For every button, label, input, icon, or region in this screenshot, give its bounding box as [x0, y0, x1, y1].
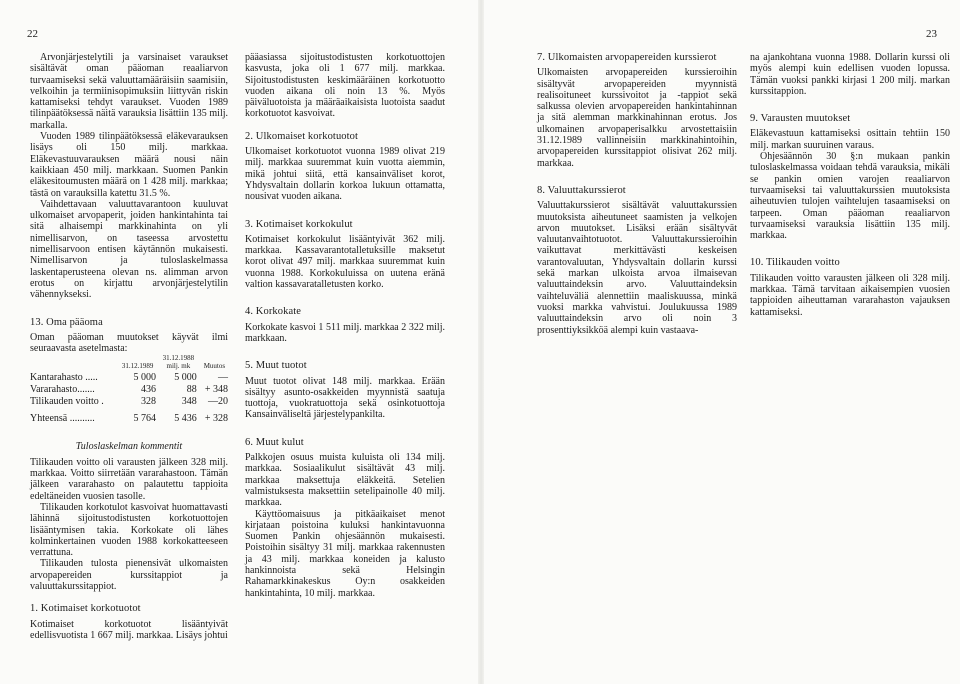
paragraph: Kotimaiset korkotuotot lisääntyivät edellisvuotista 1 667 milj. markkaa. Lisäys johtui [30, 618, 228, 641]
table-row: Vararahasto....... 436 88 + 348 [30, 384, 228, 396]
paragraph: Palkkojen osuus muista kuluista oli 134 milj. markkaa. Sosiaalikulut sisältävät 43 milj. markkaa maksettuja eläkkeitä. Setelien valmistuksesta maksettiin setelipainolle 40 milj. markkaa. [245, 452, 445, 509]
book-gutter [478, 0, 484, 684]
table-header: 31.12.1989 [121, 362, 154, 371]
paragraph: Ulkomaisten arvopapereiden kurssieroihin sisältyvät arvopapereiden myynnistä realisoituneet kurssivoitot ja -tappiot sekä salkussa olevien arvopapereiden hankintahinnan ja sitä alemman markkinahinnan erotus. Jos ulkomainen arvopaperisalkku arvostettaisiin 31.12.1989 vallinneisiin markkinahintoihin, arvopapereiden kurssitappiot olisivat 262 milj. markkaa. [537, 67, 737, 169]
paragraph: Vaihdettavaan valuuttavarantoon kuuluvat ulkomaiset arvopaperit, joiden hankintahinta tai sitä alhaisempi markkinahinta on yli nimellisarvon, on taseessa arvostettu nimellisarvoon entisen käytännön mukaisesti. Nimellisarvon ja tuloslaskelmassa laskentaperusteena olevan ns. alimman arvon erotus on kirjattu arvonjärjestelytilin vähennykseksi. [30, 198, 228, 301]
section-heading-9: 9. Varausten muutokset [750, 113, 851, 125]
paragraph: na ajankohtana vuonna 1988. Dollarin kurssi oli myös alempi kuin edellisen vuoden lopussa. Tämän vuoksi pankki kirjasi 1 200 milj. markan kurssitappion. [750, 52, 950, 97]
section-heading-6: 6. Muut kulut [245, 436, 304, 448]
section-heading-10: 10. Tilikauden voitto [750, 257, 840, 269]
paragraph: Ohjesäännön 30 §:n mukaan pankin tuloslaskelmassa voidaan tehdä varauksia, mikäli se pankin omien varojen reaaliarvon turvaamiseksi tai valuuttakurssien muutoksista aiheutuvien tulojen vaihtelujen tasaamiseksi on tarpeen. Oman pääoman reaaliarvon turvaamiseksi varauksia lisättiin 135 milj. markkaa. [750, 151, 950, 242]
table-row: Kantarahasto ..... 5 000 5 000 — [30, 372, 228, 384]
section-heading-13: 13. Oma pääoma [30, 316, 103, 328]
section-heading-3: 3. Kotimaiset korkokulut [245, 218, 353, 230]
paragraph: Tilikauden voitto varausten jälkeen oli 328 milj. markkaa. Tämä tarvitaan aikaisempien vuosien tappioiden aiheuttaman vararahaston vajauksen kattamiseksi. [750, 272, 950, 318]
section-heading-5: 5. Muut tuotot [245, 360, 307, 372]
column-4 [750, 52, 950, 318]
column-2 [245, 52, 445, 599]
paragraph: Korkokate kasvoi 1 511 milj. markkaa 2 322 milj. markkaan. [245, 321, 445, 344]
section-heading-2: 2. Ulkomaiset korkotuotot [245, 130, 359, 142]
table-total-row: Yhteensä .......... 5 764 5 436 + 328 [30, 413, 228, 425]
paragraph: Tilikauden korkotulot kasvoivat huomattavasti lähinnä sijoitustodistusten korkotuottojen lisääntymisen takia. Korkokate oli lähes kolminkertainen vuoden 1988 korkokatteeseen verrattuna. [30, 501, 228, 559]
paragraph: Arvonjärjestelytili ja varsinaiset varaukset sisältävät oman pääoman reaaliarvon turvaamiseksi sekä valuuttamääräisiin saamisiin, velkoihin ja termiinisopimuksiin liittyvän riskin kattamiseksi tehdyt varaukset. Vuoden 1989 tilinpäätöksessä näitä varauksia lisättiin 135 milj. markalla. [30, 52, 228, 131]
table-header: Muutos [203, 362, 226, 371]
paragraph: Oman pääoman muutokset käyvät ilmi seuraavasta asetelmasta: [30, 331, 228, 355]
column-3 [537, 52, 737, 336]
paragraph: Käyttöomaisuus ja pitkäaikaiset menot kirjataan poistoina kuluksi hankintavuonna Suomen Pankin ohjesäännön mukaisesti. Poistoihin sisältyy 31 milj. markkaa rakennusten ja 43 milj. markkaa koneiden ja kalusto hankinnoista sekä Helsingin Rahamarkkinakeskus Oy:n osakkeiden hankintahinta, 10 milj. markkaa. [245, 508, 445, 599]
column-1 [30, 52, 228, 641]
paragraph: Valuuttakurssierot sisältävät valuuttakurssien muutoksista aiheutuneet saamisten ja velkojen arvon muutokset. Lisäksi erään sisältyvät valuutanvaihtotuotot. Valuuttakurssieroihin vaikuttavat merkittävästi keskeisen varantovaluutan, Yhdysvaltain dollarin kurssi sekä markan ulkoista arvoa ilmaisevan valuuttaindeksin arvo. Valuuttaindeksin vaihteluväliä alennettiin maaliskuussa, minkä vuoksi markka vahvistui. Joulukuussa 1989 valuuttaindeksin arvo oli noin 3 prosenttiyksikköä alempi kuin vastaava- [537, 200, 737, 336]
table-unit: milj. mk [166, 362, 191, 371]
section-heading-4: 4. Korkokate [245, 306, 302, 318]
section-heading-1: 1. Kotimaiset korkotuotot [30, 603, 141, 615]
paragraph: Muut tuotot olivat 148 milj. markkaa. Erään sisältyy asunto-osakkeiden myynnistä saatuja tuottoja, vuokratuottoja sekä osinkotuottoja Kansainväliseltä järjestelypankilta. [245, 375, 445, 421]
page-number-left: 22 [27, 28, 38, 40]
paragraph: Tilikauden voitto oli varausten jälkeen 328 milj. markkaa. Voitto siirretään vararahastoon. Tämän jälkeen vararahasto on palautettu tappioita edeltäneiden vuosien tasolle. [30, 456, 228, 502]
subtitle: Tuloslaskelman kommentit [75, 441, 183, 453]
paragraph: pääasiassa sijoitustodistusten korkotuottojen kasvusta, joka oli 1 677 milj. markkaa. Sijoitustodistusten keskimääräinen korkotuotto vuoden aikana oli noin 13 %. Myös päiväluotoista ja määräaikaisista luotoista saadut korkotuotot kasvoivat. [245, 52, 445, 120]
section-heading-7: 7. Ulkomaisten arvopapereiden kurssierot [537, 52, 717, 63]
paragraph: Tilikauden tulosta pienensivät ulkomaisten arvopapereiden kurssitappiot ja valuuttakurssitappiot. [30, 558, 228, 592]
paragraph: Eläkevastuun kattamiseksi osittain tehtiin 150 milj. markan suuruinen varaus. [750, 128, 950, 151]
equity-table [30, 354, 230, 425]
page-number-right: 23 [926, 28, 937, 40]
paragraph: Vuoden 1989 tilinpäätöksessä eläkevarauksen lisäys oli 150 milj. markkaa. Eläkevastuuvarauksen määrä nousi näin kaikkiaan 450 milj. markkaan. Suomen Pankin eläkesitoumusten määrä on 1 428 milj. markkaa; tästä on varauksilla katettu 31.5 %. [30, 131, 228, 199]
table-header: 31.12.1988 milj. mk [162, 354, 195, 371]
paragraph: Kotimaiset korkokulut lisääntyivät 362 milj. markkaa. Kassavarantotalletuksille maksetut korot olivat 497 milj. markkaa suuremmat kuin vuonna 1988. Korkokuluissa on uutena eränä valtion kassavaratalletusten korko. [245, 233, 445, 291]
paragraph: Ulkomaiset korkotuotot vuonna 1989 olivat 219 milj. markkaa suuremmat kuin vuotta aiemmin, mikä johtui siitä, että kansainväliset korot, Yhdysvaltain dollarin korkoa lukuun ottamatta, nousivat vuoden aikana. [245, 146, 445, 203]
table-row: Tilikauden voitto . 328 348 —20 [30, 396, 228, 408]
section-heading-8: 8. Valuuttakurssierot [537, 184, 626, 196]
